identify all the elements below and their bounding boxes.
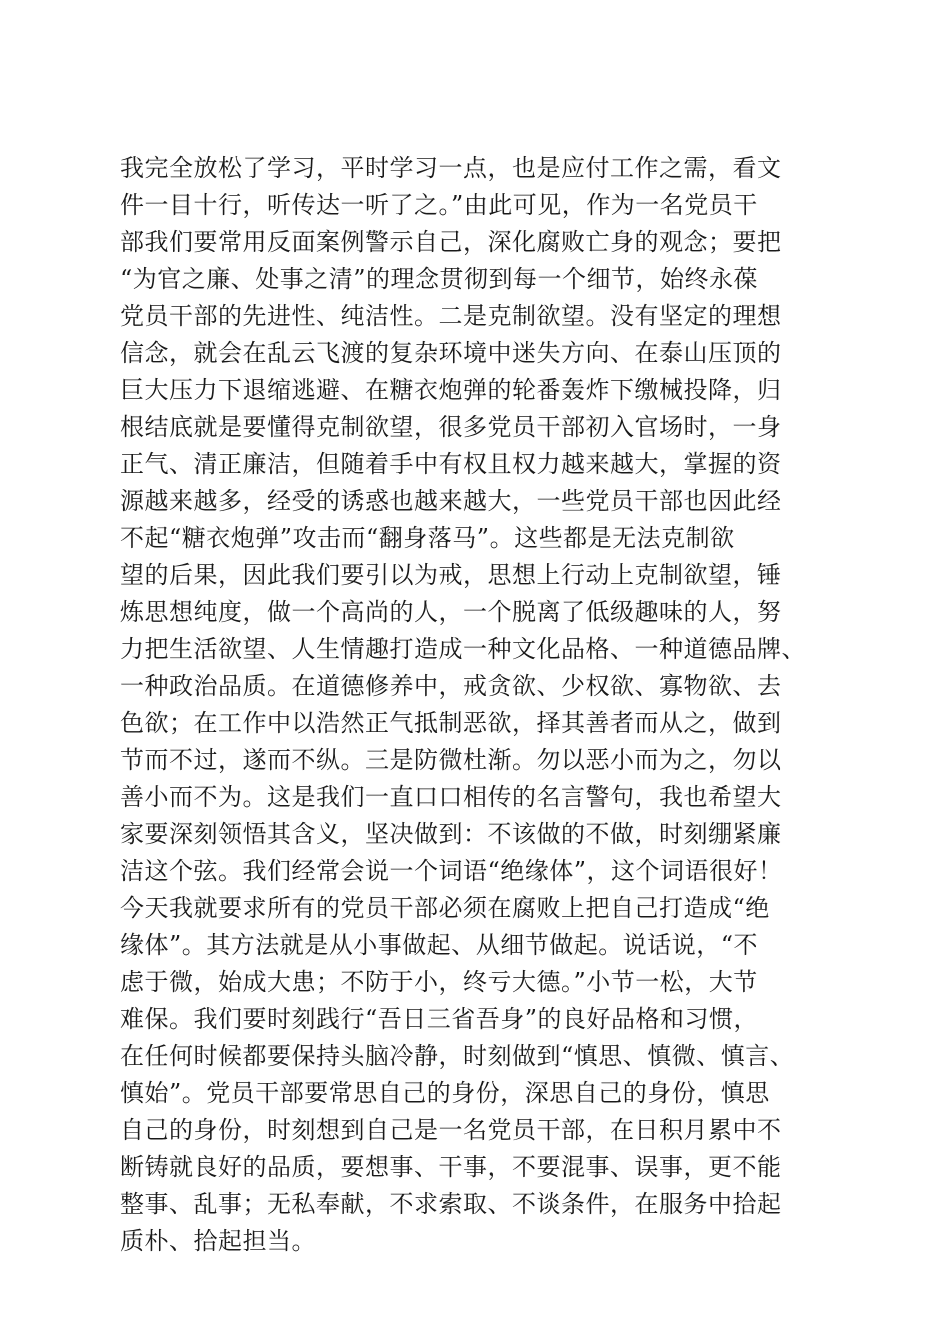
- text-line: 质朴、拾起担当。: [120, 1227, 316, 1255]
- text-line: 在任何时候都要保持头脑冷静，时刻做到“慎思、慎微、慎言、: [120, 1042, 795, 1070]
- text-line: 虑于微，始成大患；不防于小，终亏大德。”小节一松，大节: [120, 968, 758, 996]
- text-line: 节而不过，遂而不纵。三是防微杜渐。勿以恶小而为之，勿以: [120, 746, 782, 774]
- text-line: 善小而不为。这是我们一直口口相传的名言警句，我也希望大: [120, 783, 782, 811]
- text-line: 巨大压力下退缩逃避、在糖衣炮弹的轮番轰炸下缴械投降，归: [120, 376, 782, 404]
- text-line: 件一目十行，听传达一听了之。”由此可见，作为一名党员干: [120, 191, 758, 219]
- text-line: 家要深刻领悟其含义，坚决做到：不该做的不做，时刻绷紧廉: [120, 820, 782, 848]
- text-line: 整事、乱事；无私奉献，不求索取、不谈条件，在服务中拾起: [120, 1190, 782, 1218]
- text-line: 断铸就良好的品质，要想事、干事，不要混事、误事，更不能: [120, 1153, 782, 1181]
- text-line: 部我们要常用反面案例警示自己，深化腐败亡身的观念；要把: [120, 228, 782, 256]
- text-line: 缘体”。其方法就是从小事做起、从细节做起。说话说，“不: [120, 931, 759, 959]
- text-line: 力把生活欲望、人生情趣打造成一种文化品格、一种道德品牌、: [120, 635, 806, 663]
- text-line: 洁这个弦。我们经常会说一个词语“绝缘体”，这个词语很好！: [120, 857, 783, 885]
- text-line: 党员干部的先进性、纯洁性。二是克制欲望。没有坚定的理想: [120, 302, 782, 330]
- text-line: 今天我就要求所有的党员干部必须在腐败上把自己打造成“绝: [120, 894, 770, 922]
- text-line: 自己的身份，时刻想到自己是一名党员干部，在日积月累中不: [120, 1116, 782, 1144]
- text-line: 望的后果，因此我们要引以为戒，思想上行动上克制欲望，锤: [120, 561, 782, 589]
- text-line: 色欲；在工作中以浩然正气抵制恶欲，择其善者而从之，做到: [120, 709, 782, 737]
- text-line: 炼思想纯度，做一个高尚的人，一个脱离了低级趣味的人，努: [120, 598, 782, 626]
- text-line: 根结底就是要懂得克制欲望，很多党员干部初入官场时，一身: [120, 413, 782, 441]
- text-line: 不起“糖衣炮弹”攻击而“翻身落马”。这些都是无法克制欲: [120, 524, 735, 552]
- text-line: 源越来越多，经受的诱惑也越来越大，一些党员干部也因此经: [120, 487, 782, 515]
- text-line: “为官之廉、处事之清”的理念贯彻到每一个细节，始终永葆: [120, 265, 759, 293]
- body-text: [120, 150, 850, 1260]
- text-line: 慎始”。党员干部要常思自己的身份，深思自己的身份，慎思: [120, 1079, 770, 1107]
- text-line: 正气、清正廉洁，但随着手中有权且权力越来越大，掌握的资: [120, 450, 782, 478]
- text-line: 信念，就会在乱云飞渡的复杂环境中迷失方向、在泰山压顶的: [120, 339, 782, 367]
- text-line: 难保。我们要时刻践行“吾日三省吾身”的良好品格和习惯，: [120, 1005, 759, 1033]
- text-line: 一种政治品质。在道德修养中，戒贪欲、少权欲、寡物欲、去: [120, 672, 782, 700]
- text-line: 我完全放松了学习，平时学习一点，也是应付工作之需，看文: [120, 154, 782, 182]
